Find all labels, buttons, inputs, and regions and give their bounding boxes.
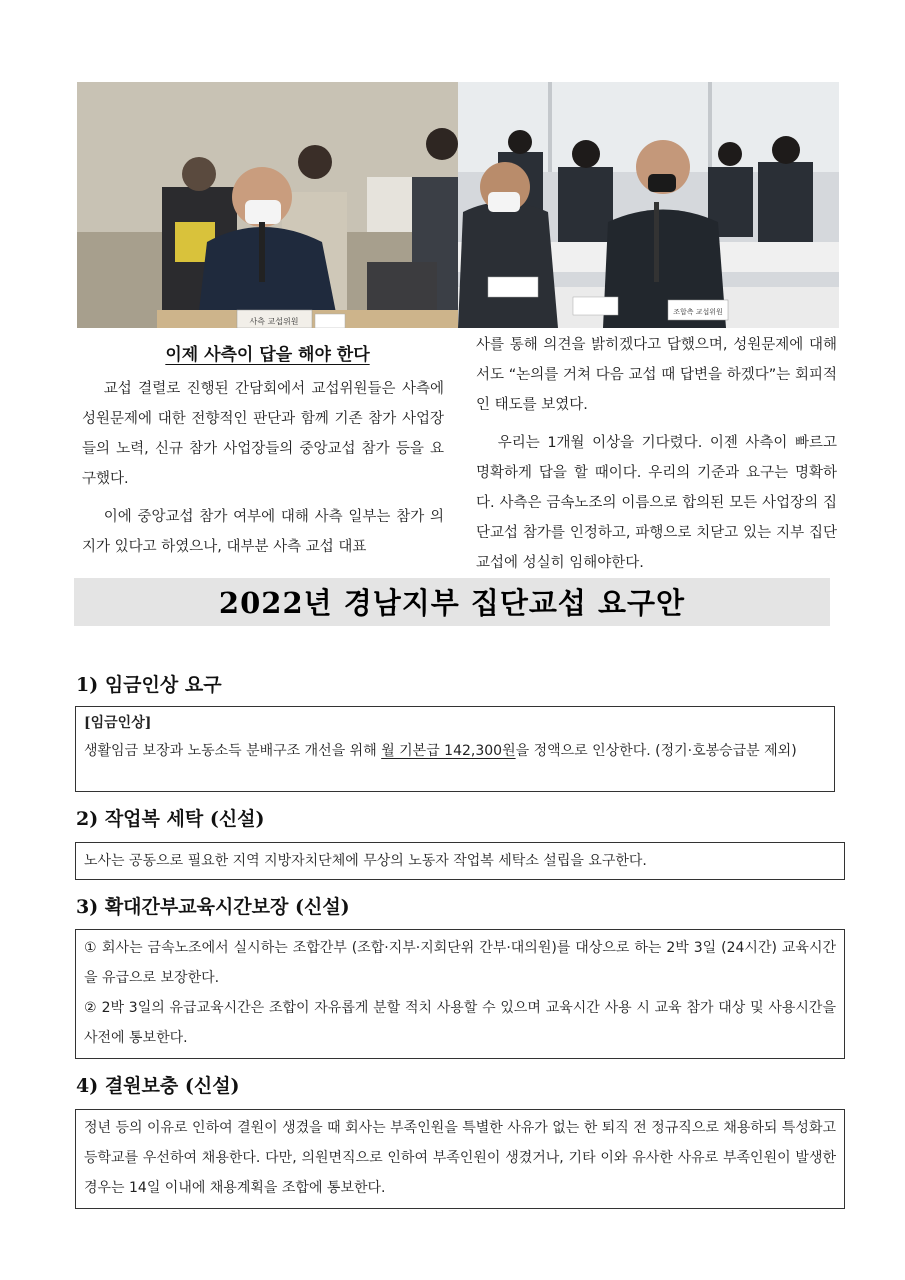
box-workwear (75, 842, 845, 880)
section-title-vacancy: 4) 결원보충 (신설) (76, 1075, 240, 1097)
box-text: 정년 등의 이유로 인하여 결원이 생겼을 때 회사는 부족인원을 특별한 사유가 없는 한 퇴직 전 정규직으로 채용하되 특성화고등학교를 우선하여 채용한다. 다만, 의원면직으로 인하여 부족인원이 생겼거나, 기타 이와 유사한 사유로 부족인원이 발생한 경우는 14일 이내에 채용계획을 조합에 통보한다. (84, 1120, 836, 1196)
photo-union-negotiator (458, 82, 839, 328)
box-vacancy (75, 1109, 845, 1209)
box-text: 노사는 공동으로 필요한 지역 지방자치단체에 무상의 노동자 작업복 세탁소 설립을 요구한다. (84, 853, 647, 869)
nameplate-management: 사측 교섭위원 (249, 317, 299, 326)
section-title-workwear: 2) 작업복 세탁 (신설) (76, 808, 265, 830)
paragraph: 이에 중앙교섭 참가 여부에 대해 사측 일부는 참가 의지가 있다고 하였으나, 대부분 사측 교섭 대표 (82, 509, 444, 555)
nameplate-union: 조합측 교섭위원 (673, 308, 723, 316)
underlined-amount: 월 기본급 142,300원 (381, 743, 516, 759)
box-wage (75, 706, 835, 792)
list-item: ① 회사는 금속노조에서 실시하는 조합간부 (조합·지부·지회단위 간부·대의원)를 대상으로 하는 2박 3일 (24시간) 교육시간을 유급으로 보장한다. (84, 940, 836, 986)
article-column-left (82, 374, 444, 570)
box-text: 생활임금 보장과 노동소득 분배구조 개선을 위해 월 기본급 142,300원을 정액으로 인상한다. (정기·호봉승급분 제외) (84, 743, 797, 759)
article-column-right (476, 330, 837, 586)
photo-management-negotiator (77, 82, 458, 328)
paragraph: 교섭 결렬로 진행된 간담회에서 교섭위원들은 사측에 성원문제에 대한 전향적인 판단과 함께 기존 참가 사업장들의 노력, 신규 참가 사업장들의 중앙교섭 참가 등을 요구했다. (82, 381, 444, 487)
section-title-education: 3) 확대간부교육시간보장 (신설) (76, 896, 350, 918)
section-title-wage: 1) 임금인상 요구 (76, 674, 222, 696)
paragraph: 사를 통해 의견을 밝히겠다고 답했으며, 성원문제에 대해서도 “논의를 거쳐 다음 교섭 때 답변을 하겠다”는 회피적인 태도를 보였다. (476, 337, 837, 413)
article-heading: 이제 사측이 답을 해야 한다 (165, 345, 370, 365)
box-education (75, 929, 845, 1059)
paragraph: 우리는 1개월 이상을 기다렸다. 이젠 사측이 빠르고 명확하게 답을 할 때이다. 우리의 기준과 요구는 명확하다. 사측은 금속노조의 이름으로 합의된 모든 사업장의 집단교섭 참가를 인정하고, 파행으로 치닫고 있는 지부 집단교섭에 성실히 임해야한다. (476, 435, 837, 571)
box-label: [임금인상] (84, 715, 152, 731)
list-item: ② 2박 3일의 유급교육시간은 조합이 자유롭게 분할 적치 사용할 수 있으며 교육시간 사용 시 교육 참가 대상 및 사용시간을 사전에 통보한다. (84, 1000, 836, 1046)
demands-banner-title: 2022년 경남지부 집단교섭 요구안 (74, 578, 830, 626)
